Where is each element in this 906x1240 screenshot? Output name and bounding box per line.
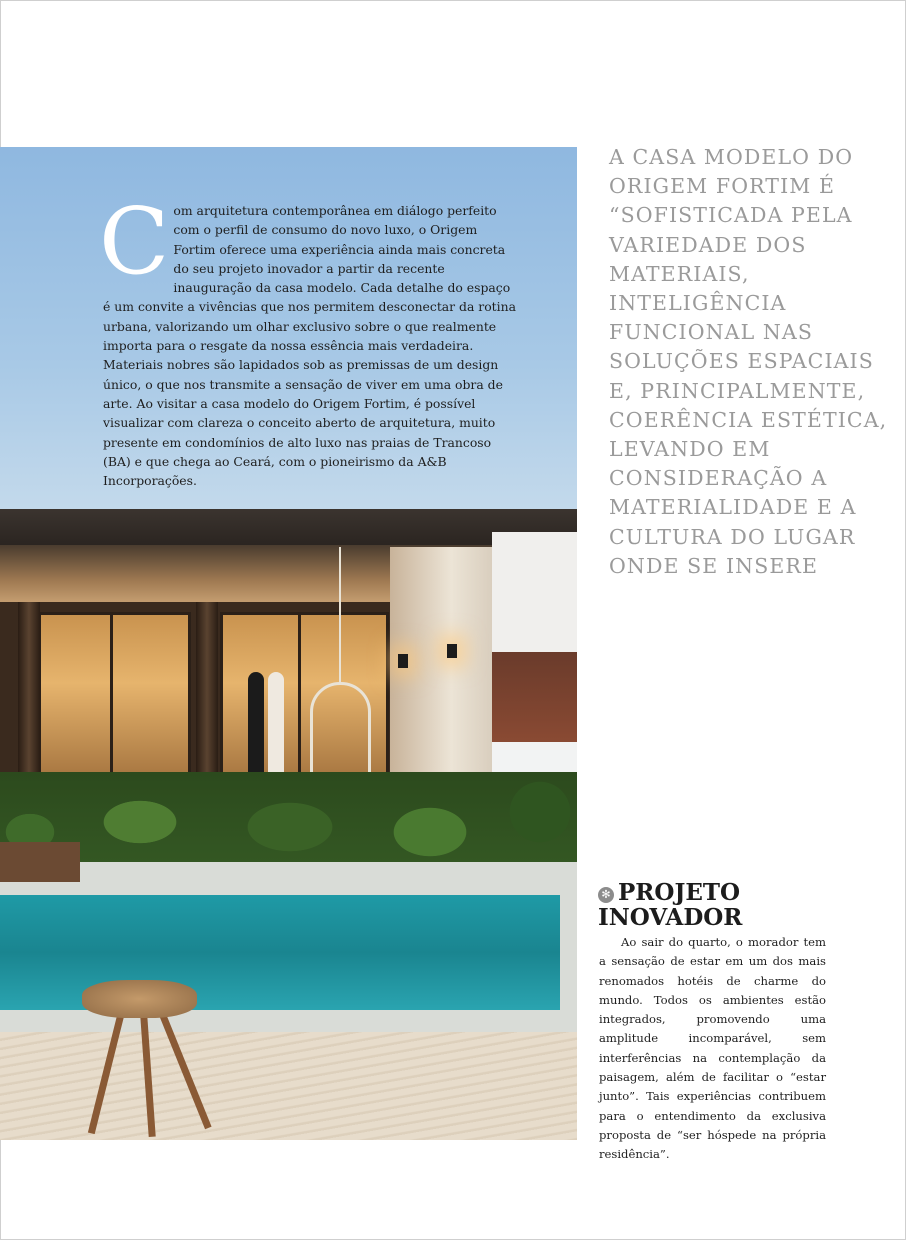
drop-cap: C [99,188,170,295]
wooden-stool [82,980,197,1018]
brick-wall [492,652,577,742]
window [110,612,191,788]
person [268,672,284,782]
section-heading-text: PROJETO INOVADOR [598,879,743,931]
wall-light [447,644,457,658]
section-heading [598,880,848,930]
pull-quote: A CASA MODELO DO ORIGEM FORTIM É “SOFISTICADA PELA VARIEDADE DOS MATERIAIS, INTELIGÊNCIA FUNCIONAL NAS SOLUÇÕES ESPACIAIS E, PRINCIPALMENTE, COERÊNCIA ESTÉTICA, LEVANDO EM CONSIDERAÇÃO A MATERIALIDADE E A CULTURA DO LUGAR ONDE SE INSERE [609,145,888,578]
intro-paragraph [99,188,521,490]
intro-text: om arquitetura contemporânea em diálogo perfeito com o perfil de consumo do novo luxo, o Origem Fortim oferece uma experiência ainda mais concreta do seu projeto inovador a partir da recente inauguração da casa modelo. Cada detalhe do espaço é um convite a vivências que nos permitem desconectar da rotina urbana, valorizando um olhar exclusivo sobre o que realmente importa para o resgate da nossa essência mais verdadeira. Materiais nobres são lapidados sob as premissas de um design único, o que nos transmite a sensação de viver em uma obra de arte. Ao visitar a casa modelo do Origem Fortim, é possível visualizar com clareza o conceito aberto de arquitetura, muito presente em condomínios de alto luxo nas praias de Trancoso (BA) e que chega ao Ceará, com o pioneirismo da A&B Incorporações. [103,203,516,489]
person [248,672,264,782]
wall [390,547,492,802]
side-building [492,532,577,652]
sand [0,1032,577,1140]
swing-rope [339,547,341,682]
window [38,612,114,788]
wall-light [398,654,408,668]
wooden-deck [0,842,80,882]
star-bullet-icon: ✻ [598,887,614,903]
roof [0,509,577,547]
section-paragraph: Ao sair do quarto, o morador tem a sensação de estar em um dos mais renomados hotéis de charme do mundo. Todos os ambientes estão integrados, promovendo uma amplitude incomparável, sem interferências na contemplação da paisagem, além de facilitar o “estar junto”. Tais experiências contribuem para o entendimento da exclusiva proposta de “ser hóspede na própria residência”. [599,935,826,1162]
